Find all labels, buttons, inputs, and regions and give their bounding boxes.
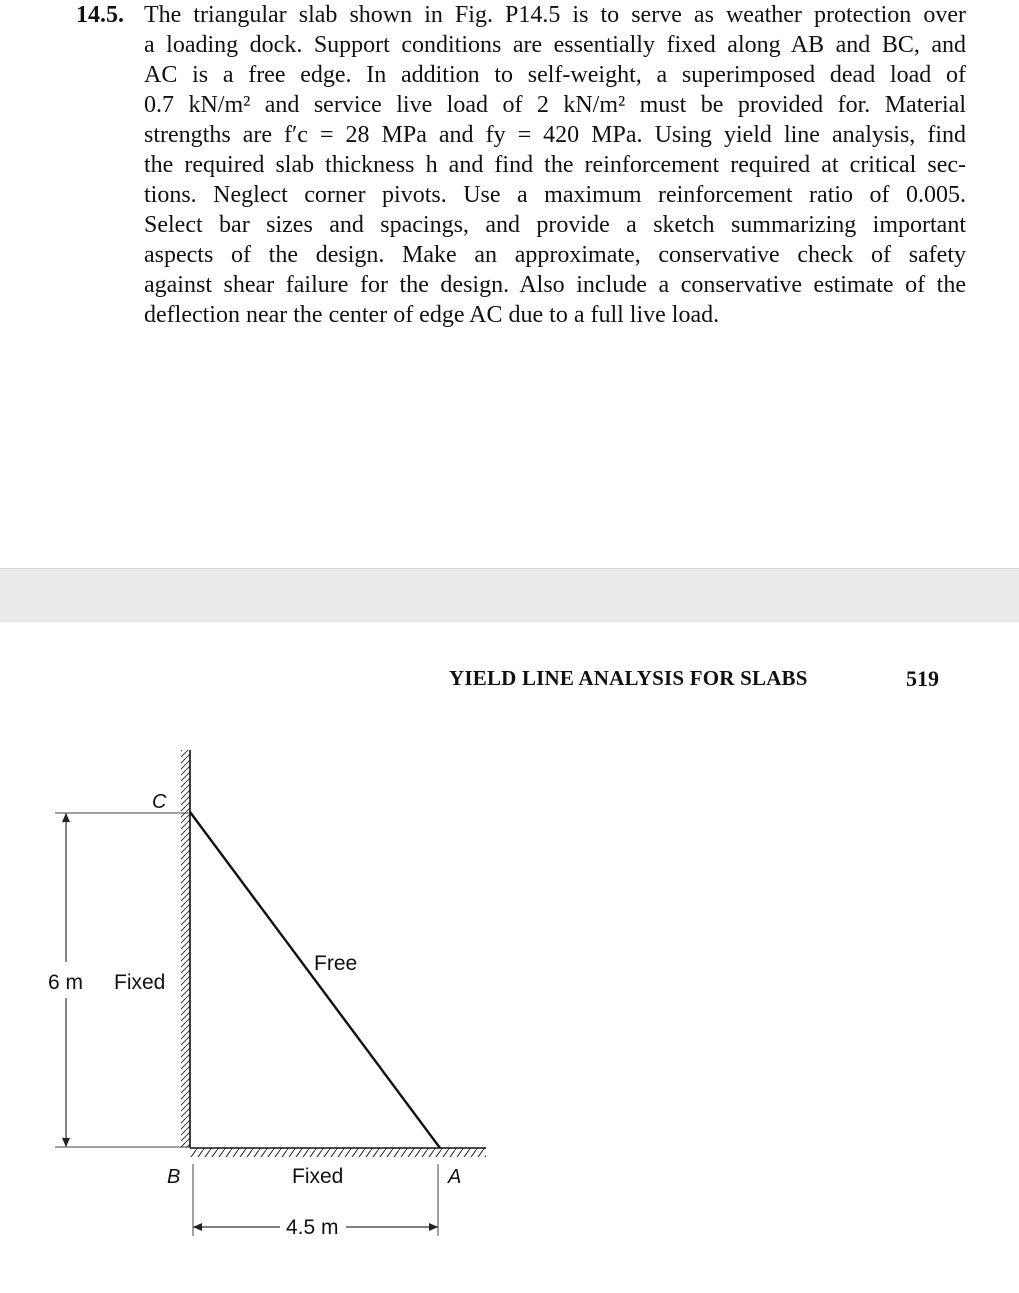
problem-line: Select bar sizes and spacings, and provide a sketch summarizing important (144, 212, 966, 238)
fixed-support-ab (190, 1148, 486, 1157)
problem-line: tions. Neglect corner pivots. Use a maximum reinforcement ratio of 0.005. (144, 182, 966, 208)
point-a-label: A (448, 1166, 462, 1188)
problem-line: deflection near the center of edge AC due to a full live load. (144, 302, 720, 328)
fixed-left-label: Fixed (114, 971, 166, 994)
free-label: Free (314, 952, 358, 975)
problem-line: AC is a free edge. In addition to self-weight, a superimposed dead load of (144, 62, 966, 88)
point-c-label: C (152, 791, 167, 813)
problem-line: 0.7 kN/m² and service live load of 2 kN/m² must be provided for. Material (144, 92, 966, 118)
running-head: YIELD LINE ANALYSIS FOR SLABS (449, 666, 808, 690)
problem-line: the required slab thickness h and find the reinforcement required at critical sec- (144, 152, 966, 178)
page-separator (0, 568, 1019, 622)
problem-number: 14.5. (76, 2, 124, 28)
free-edge-ac (190, 812, 440, 1148)
figure-svg (0, 740, 520, 1288)
dim-horizontal-label: 4.5 m (286, 1216, 339, 1239)
problem-line: strengths are f′c = 28 MPa and fy = 420 MPa. Using yield line analysis, find (144, 122, 966, 148)
figure-p14-5 (0, 740, 520, 1288)
fixed-support-bc (181, 750, 190, 1148)
point-b-label: B (167, 1166, 181, 1188)
dim-vertical-label: 6 m (48, 971, 84, 994)
problem-statement (144, 0, 966, 330)
problem-line: a loading dock. Support conditions are essentially fixed along AB and BC, and (144, 32, 966, 58)
page-number: 519 (906, 666, 939, 691)
fixed-bottom-label: Fixed (292, 1165, 344, 1188)
problem-line: against shear failure for the design. Also include a conservative estimate of the (144, 272, 966, 298)
problem-line: aspects of the design. Make an approximate, conservative check of safety (144, 242, 966, 268)
problem-line: The triangular slab shown in Fig. P14.5 is to serve as weather protection over (144, 2, 966, 28)
